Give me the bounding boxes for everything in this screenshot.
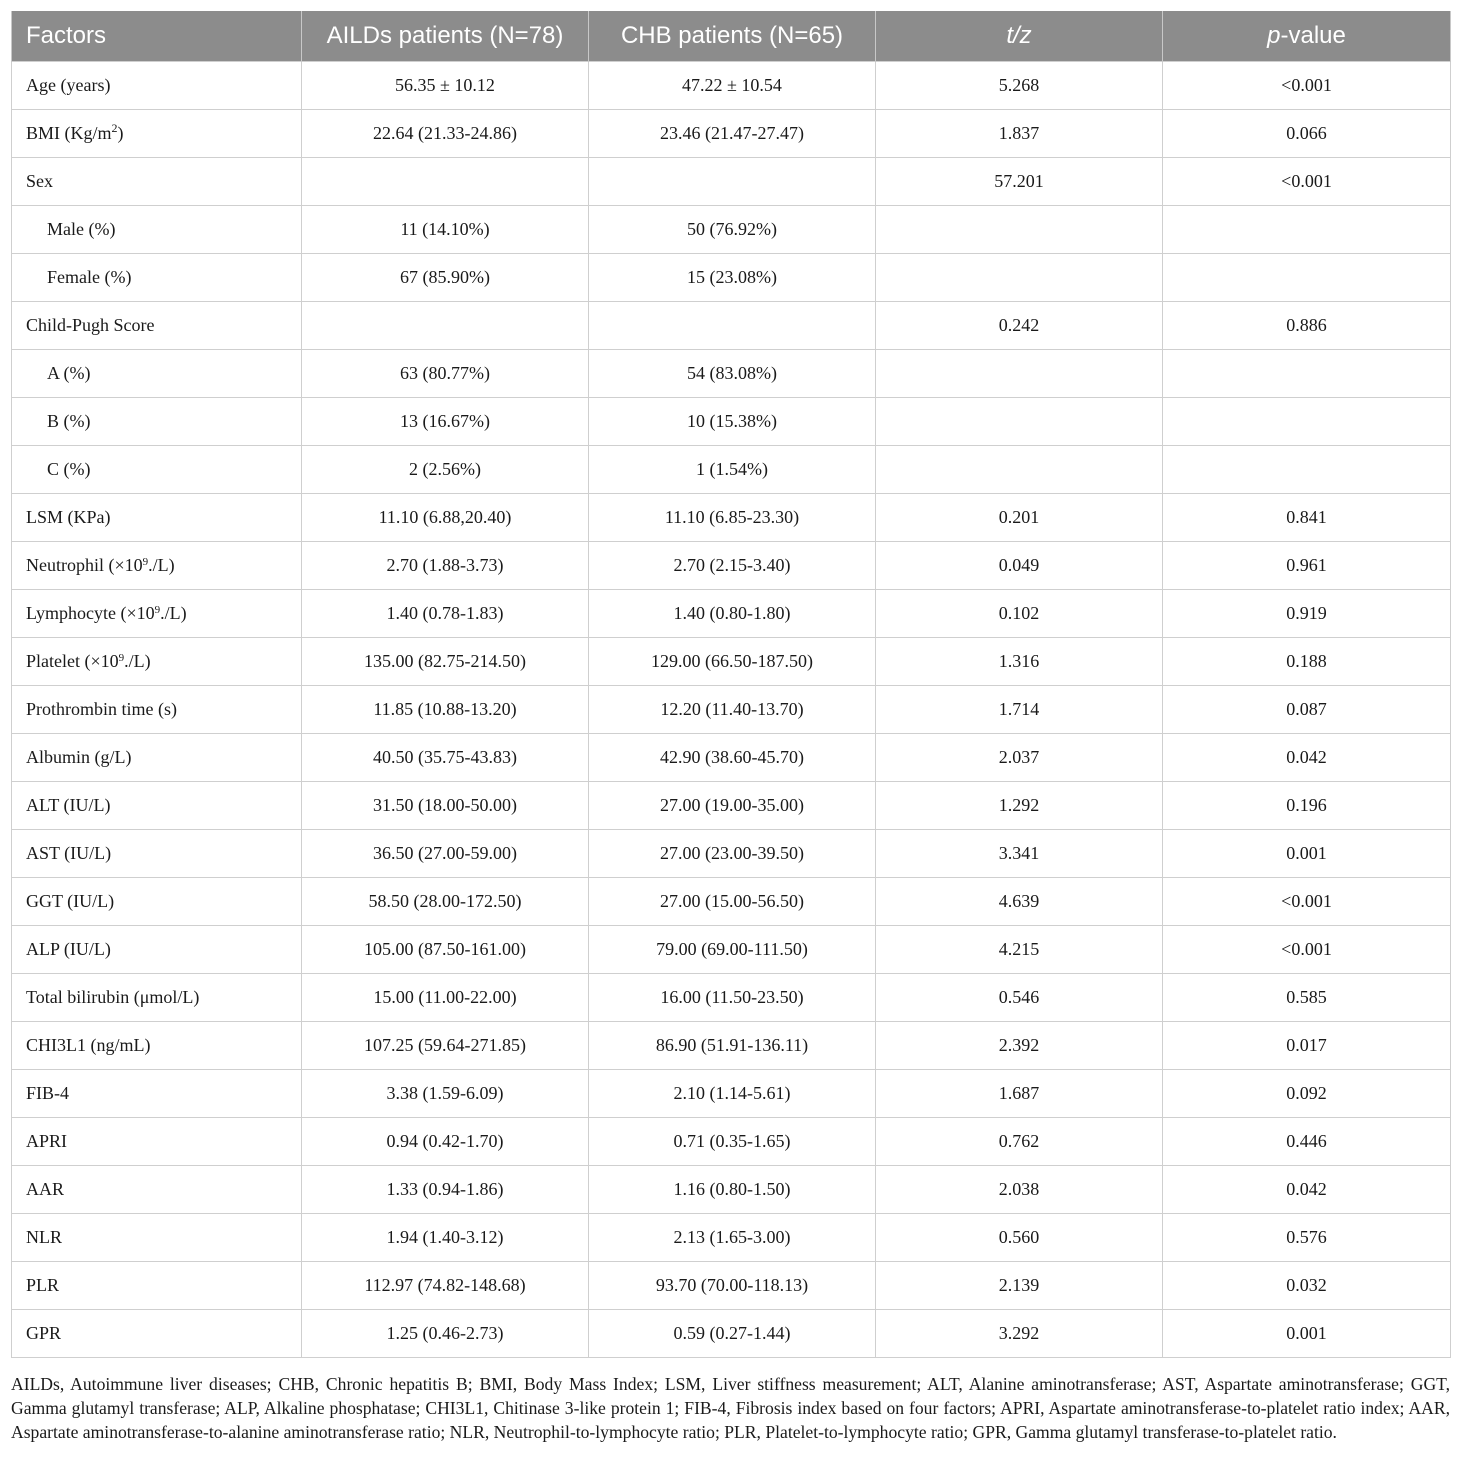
- factor-text: CHI3L1 (ng/mL): [26, 1035, 151, 1055]
- cell-pvalue: 0.017: [1163, 1022, 1451, 1070]
- cell-chb: 2.10 (1.14-5.61): [589, 1070, 876, 1118]
- cell-factor: [12, 878, 302, 926]
- cell-ailds: 105.00 (87.50-161.00): [302, 926, 589, 974]
- cell-ailds: 107.25 (59.64-271.85): [302, 1022, 589, 1070]
- cell-ailds: 2 (2.56%): [302, 446, 589, 494]
- table-row: [12, 878, 1451, 926]
- cell-ailds: 56.35 ± 10.12: [302, 62, 589, 110]
- cell-chb: 12.20 (11.40-13.70): [589, 686, 876, 734]
- table-row: [12, 542, 1451, 590]
- cell-pvalue: 0.032: [1163, 1262, 1451, 1310]
- cell-chb: [589, 158, 876, 206]
- cell-chb: 129.00 (66.50-187.50): [589, 638, 876, 686]
- table-row: [12, 1070, 1451, 1118]
- cell-pvalue: [1163, 446, 1451, 494]
- cell-factor: [12, 1214, 302, 1262]
- factor-text: PLR: [26, 1275, 60, 1295]
- cell-chb: 50 (76.92%): [589, 206, 876, 254]
- factor-text: APRI: [26, 1131, 68, 1151]
- cell-chb: 27.00 (23.00-39.50): [589, 830, 876, 878]
- factor-unit-tail: ./L): [160, 603, 187, 623]
- cell-chb: 1.40 (0.80-1.80): [589, 590, 876, 638]
- cell-chb: 27.00 (19.00-35.00): [589, 782, 876, 830]
- table-row: [12, 206, 1451, 254]
- cell-ailds: 58.50 (28.00-172.50): [302, 878, 589, 926]
- cell-ailds: 1.25 (0.46-2.73): [302, 1310, 589, 1358]
- factor-text: ALT (IU/L): [26, 795, 111, 815]
- cell-tz: 1.316: [876, 638, 1163, 686]
- cell-ailds: 11.10 (6.88,20.40): [302, 494, 589, 542]
- cell-factor: [12, 782, 302, 830]
- factor-unit-tail: ./L): [124, 651, 151, 671]
- cell-ailds: 31.50 (18.00-50.00): [302, 782, 589, 830]
- cell-tz: 0.201: [876, 494, 1163, 542]
- comparison-table: [11, 11, 1451, 1358]
- cell-pvalue: [1163, 350, 1451, 398]
- table-row: [12, 494, 1451, 542]
- cell-ailds: 112.97 (74.82-148.68): [302, 1262, 589, 1310]
- cell-ailds: 11.85 (10.88-13.20): [302, 686, 589, 734]
- table-row: [12, 62, 1451, 110]
- cell-tz: 2.038: [876, 1166, 1163, 1214]
- cell-pvalue: 0.001: [1163, 1310, 1451, 1358]
- factor-text: Female (%): [47, 267, 132, 287]
- cell-factor: [12, 734, 302, 782]
- table-row: [12, 350, 1451, 398]
- factor-superscript: 9: [154, 604, 161, 616]
- cell-tz: 1.714: [876, 686, 1163, 734]
- cell-factor: [12, 542, 302, 590]
- cell-factor: [12, 1070, 302, 1118]
- table-row: [12, 1022, 1451, 1070]
- table-row: [12, 1310, 1451, 1358]
- cell-pvalue: 0.066: [1163, 110, 1451, 158]
- table-row: [12, 1262, 1451, 1310]
- factor-text: GGT (IU/L): [26, 891, 115, 911]
- factor-unit-tail: ): [117, 123, 124, 143]
- table-header: [12, 11, 1451, 62]
- table-row: [12, 398, 1451, 446]
- cell-factor: [12, 686, 302, 734]
- cell-ailds: 1.40 (0.78-1.83): [302, 590, 589, 638]
- cell-factor: [12, 1118, 302, 1166]
- cell-pvalue: 0.188: [1163, 638, 1451, 686]
- cell-factor: [12, 62, 302, 110]
- header-pvalue: [1163, 11, 1451, 62]
- cell-chb: 1 (1.54%): [589, 446, 876, 494]
- cell-chb: 16.00 (11.50-23.50): [589, 974, 876, 1022]
- cell-pvalue: 0.087: [1163, 686, 1451, 734]
- cell-tz: 0.546: [876, 974, 1163, 1022]
- cell-chb: 79.00 (69.00-111.50): [589, 926, 876, 974]
- cell-chb: 86.90 (51.91-136.11): [589, 1022, 876, 1070]
- cell-factor: [12, 1310, 302, 1358]
- header-tz-label: t/z: [1006, 22, 1032, 49]
- cell-chb: 1.16 (0.80-1.50): [589, 1166, 876, 1214]
- cell-pvalue: 0.092: [1163, 1070, 1451, 1118]
- cell-chb: 15 (23.08%): [589, 254, 876, 302]
- cell-pvalue: 0.961: [1163, 542, 1451, 590]
- cell-tz: 0.242: [876, 302, 1163, 350]
- cell-ailds: 1.33 (0.94-1.86): [302, 1166, 589, 1214]
- cell-pvalue: 0.446: [1163, 1118, 1451, 1166]
- cell-ailds: 40.50 (35.75-43.83): [302, 734, 589, 782]
- table-row: [12, 1214, 1451, 1262]
- factor-text: AST (IU/L): [26, 843, 112, 863]
- cell-factor: [12, 206, 302, 254]
- table-row: [12, 782, 1451, 830]
- cell-tz: 1.837: [876, 110, 1163, 158]
- cell-factor: [12, 494, 302, 542]
- factor-text: B (%): [47, 411, 91, 431]
- factor-text: Neutrophil (×10: [26, 555, 143, 575]
- cell-tz: 0.560: [876, 1214, 1163, 1262]
- cell-tz: 57.201: [876, 158, 1163, 206]
- header-tz: [876, 11, 1163, 62]
- cell-ailds: 13 (16.67%): [302, 398, 589, 446]
- factor-text: Total bilirubin (μmol/L): [26, 987, 200, 1007]
- cell-ailds: 1.94 (1.40-3.12): [302, 1214, 589, 1262]
- cell-pvalue: [1163, 254, 1451, 302]
- table-row: [12, 254, 1451, 302]
- cell-ailds: [302, 302, 589, 350]
- header-p-italic: p: [1267, 22, 1281, 49]
- cell-ailds: 67 (85.90%): [302, 254, 589, 302]
- cell-tz: [876, 446, 1163, 494]
- cell-tz: 2.139: [876, 1262, 1163, 1310]
- factor-text: Platelet (×10: [26, 651, 119, 671]
- cell-tz: 2.037: [876, 734, 1163, 782]
- cell-chb: [589, 302, 876, 350]
- factor-text: AAR: [26, 1179, 65, 1199]
- factor-text: C (%): [47, 459, 91, 479]
- table-row: [12, 734, 1451, 782]
- factor-text: ALP (IU/L): [26, 939, 111, 959]
- table-row: [12, 974, 1451, 1022]
- header-row: [12, 11, 1451, 62]
- cell-pvalue: 0.042: [1163, 1166, 1451, 1214]
- cell-pvalue: <0.001: [1163, 158, 1451, 206]
- cell-factor: [12, 350, 302, 398]
- cell-tz: 0.102: [876, 590, 1163, 638]
- cell-pvalue: 0.001: [1163, 830, 1451, 878]
- factor-text: GPR: [26, 1323, 62, 1343]
- cell-factor: [12, 110, 302, 158]
- cell-pvalue: [1163, 206, 1451, 254]
- factor-text: A (%): [47, 363, 91, 383]
- cell-tz: 3.292: [876, 1310, 1163, 1358]
- cell-pvalue: <0.001: [1163, 878, 1451, 926]
- cell-factor: [12, 638, 302, 686]
- cell-tz: 4.639: [876, 878, 1163, 926]
- table-row: [12, 686, 1451, 734]
- cell-chb: 2.13 (1.65-3.00): [589, 1214, 876, 1262]
- cell-factor: [12, 302, 302, 350]
- cell-pvalue: 0.196: [1163, 782, 1451, 830]
- cell-pvalue: 0.576: [1163, 1214, 1451, 1262]
- cell-pvalue: 0.042: [1163, 734, 1451, 782]
- cell-pvalue: 0.886: [1163, 302, 1451, 350]
- cell-ailds: 22.64 (21.33-24.86): [302, 110, 589, 158]
- factor-unit-tail: ./L): [148, 555, 175, 575]
- cell-ailds: 15.00 (11.00-22.00): [302, 974, 589, 1022]
- factor-text: Male (%): [47, 219, 116, 239]
- cell-ailds: 0.94 (0.42-1.70): [302, 1118, 589, 1166]
- cell-pvalue: 0.919: [1163, 590, 1451, 638]
- factor-text: Albumin (g/L): [26, 747, 132, 767]
- factor-text: BMI (Kg/m: [26, 123, 112, 143]
- table-row: [12, 158, 1451, 206]
- cell-factor: [12, 830, 302, 878]
- cell-tz: 4.215: [876, 926, 1163, 974]
- table-row: [12, 926, 1451, 974]
- cell-factor: [12, 158, 302, 206]
- cell-chb: 42.90 (38.60-45.70): [589, 734, 876, 782]
- table-row: [12, 1166, 1451, 1214]
- cell-ailds: 2.70 (1.88-3.73): [302, 542, 589, 590]
- factor-superscript: 9: [142, 556, 149, 568]
- factor-text: Child-Pugh Score: [26, 315, 155, 335]
- cell-pvalue: 0.841: [1163, 494, 1451, 542]
- factor-text: NLR: [26, 1227, 62, 1247]
- header-ailds: AILDs patients (N=78): [302, 11, 589, 62]
- table-row: [12, 302, 1451, 350]
- factor-text: Prothrombin time (s): [26, 699, 177, 719]
- cell-tz: 3.341: [876, 830, 1163, 878]
- cell-tz: [876, 206, 1163, 254]
- cell-tz: 0.762: [876, 1118, 1163, 1166]
- table-row: [12, 830, 1451, 878]
- cell-factor: [12, 974, 302, 1022]
- factor-text: LSM (KPa): [26, 507, 111, 527]
- cell-chb: 2.70 (2.15-3.40): [589, 542, 876, 590]
- header-p-suffix: -value: [1280, 22, 1346, 49]
- table-row: [12, 446, 1451, 494]
- cell-chb: 93.70 (70.00-118.13): [589, 1262, 876, 1310]
- factor-superscript: 9: [118, 652, 125, 664]
- header-chb: CHB patients (N=65): [589, 11, 876, 62]
- table-row: [12, 590, 1451, 638]
- cell-chb: 11.10 (6.85-23.30): [589, 494, 876, 542]
- cell-chb: 10 (15.38%): [589, 398, 876, 446]
- cell-factor: [12, 1262, 302, 1310]
- cell-chb: 0.59 (0.27-1.44): [589, 1310, 876, 1358]
- cell-tz: [876, 350, 1163, 398]
- cell-factor: [12, 590, 302, 638]
- cell-tz: 1.687: [876, 1070, 1163, 1118]
- table-body: [12, 62, 1451, 1358]
- header-factors: Factors: [12, 11, 302, 62]
- cell-factor: [12, 254, 302, 302]
- cell-ailds: 36.50 (27.00-59.00): [302, 830, 589, 878]
- cell-tz: 2.392: [876, 1022, 1163, 1070]
- factor-text: FIB-4: [26, 1083, 70, 1103]
- cell-chb: 23.46 (21.47-27.47): [589, 110, 876, 158]
- cell-pvalue: <0.001: [1163, 62, 1451, 110]
- factor-text: Age (years): [26, 75, 111, 95]
- cell-ailds: 11 (14.10%): [302, 206, 589, 254]
- cell-tz: 0.049: [876, 542, 1163, 590]
- cell-ailds: [302, 158, 589, 206]
- cell-tz: [876, 398, 1163, 446]
- cell-factor: [12, 926, 302, 974]
- cell-chb: 0.71 (0.35-1.65): [589, 1118, 876, 1166]
- cell-pvalue: [1163, 398, 1451, 446]
- cell-tz: 5.268: [876, 62, 1163, 110]
- factor-text: Sex: [26, 171, 53, 191]
- cell-tz: 1.292: [876, 782, 1163, 830]
- cell-chb: 47.22 ± 10.54: [589, 62, 876, 110]
- table-container: [11, 11, 1450, 1358]
- cell-chb: 27.00 (15.00-56.50): [589, 878, 876, 926]
- table-row: [12, 110, 1451, 158]
- cell-tz: [876, 254, 1163, 302]
- cell-factor: [12, 398, 302, 446]
- cell-ailds: 3.38 (1.59-6.09): [302, 1070, 589, 1118]
- cell-ailds: 135.00 (82.75-214.50): [302, 638, 589, 686]
- cell-pvalue: 0.585: [1163, 974, 1451, 1022]
- cell-factor: [12, 1022, 302, 1070]
- cell-pvalue: <0.001: [1163, 926, 1451, 974]
- cell-factor: [12, 446, 302, 494]
- factor-text: Lymphocyte (×10: [26, 603, 155, 623]
- table-footnote: AILDs, Autoimmune liver diseases; CHB, Chronic hepatitis B; BMI, Body Mass Index; LSM, Liver stiffness measurement; ALT, Alanine aminotransferase; AST, Aspartate aminotransferase; GGT, Gamma glutamyl transferase; ALP, Alkaline phosphatase; CHI3L1, Chitinase 3-like protein 1; FIB-4, Fibrosis index based on four factors; APRI, Aspartate aminotransferase-to-platelet ratio index; AAR, Aspartate aminotransferase-to-alanine aminotransferase ratio; NLR, Neutrophil-to-lymphocyte ratio; PLR, Platelet-to-lymphocyte ratio; GPR, Gamma glutamyl transferase-to-platelet ratio.: [11, 1374, 1450, 1442]
- factor-superscript: 2: [111, 121, 118, 135]
- cell-chb: 54 (83.08%): [589, 350, 876, 398]
- cell-ailds: 63 (80.77%): [302, 350, 589, 398]
- table-row: [12, 1118, 1451, 1166]
- table-row: [12, 638, 1451, 686]
- cell-factor: [12, 1166, 302, 1214]
